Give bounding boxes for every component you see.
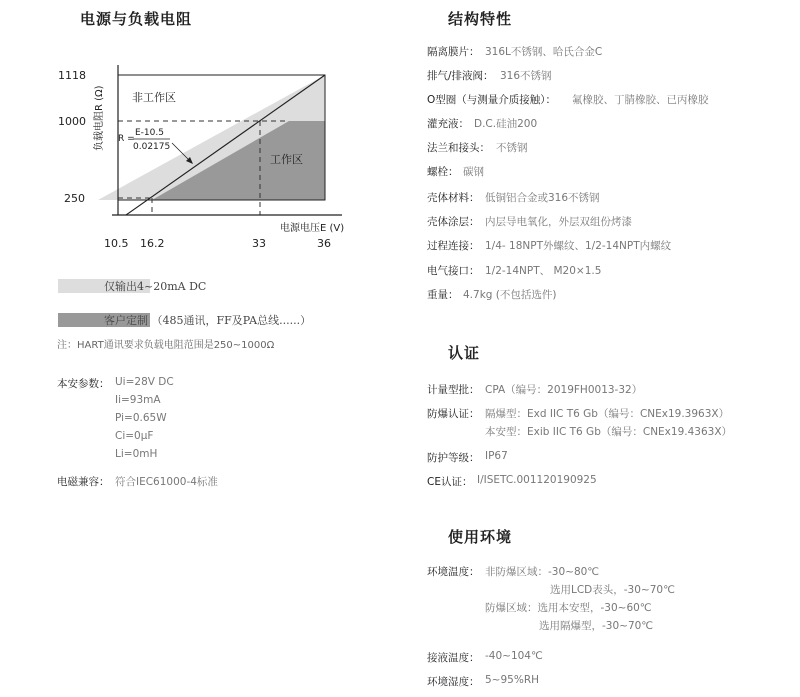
safety-value-li: Li=0mH: [115, 448, 158, 460]
cert-title: 认证: [448, 344, 481, 362]
safety-params-label: 本安参数：: [57, 378, 110, 390]
safety-value-ci: Ci=0μF: [115, 430, 154, 442]
structure-label-coating: 壳体涂层：: [427, 216, 480, 228]
x-tick-33: 33: [252, 237, 266, 250]
cert-label-metrology: 计量型批：: [427, 384, 480, 396]
y-tick-250: 250: [64, 192, 85, 205]
emc-value: 符合IEC61000-4标准: [115, 476, 218, 488]
structure-title: 结构特性: [448, 10, 513, 28]
env-label-humidity: 环境湿度：: [427, 676, 480, 688]
hart-note: 注：HART通讯要求负载电阻范围是250~1000Ω: [57, 340, 275, 351]
x-axis-label: 电源电压E (V): [280, 223, 345, 234]
structure-value-oring: 氟橡胶、丁腈橡胶、已丙橡胶: [572, 94, 709, 106]
structure-label-process: 过程连接：: [427, 240, 480, 252]
cert-value-protection: IP67: [485, 450, 508, 462]
env-title: 使用环境: [448, 528, 513, 546]
cert-value-metrology: CPA（编号：2019FH0013-32）: [485, 384, 643, 396]
env-label-temp: 环境温度：: [427, 566, 480, 578]
structure-label-diaphragm: 隔离膜片：: [427, 46, 480, 58]
env-label-liquid: 接液温度：: [427, 652, 480, 664]
env-value-humidity: 5~95%RH: [485, 674, 540, 686]
env-temp-line-2: 选用LCD表头，-30~70℃: [550, 584, 675, 596]
env-temp-line-3: 防爆区域：选用本安型，-30~60℃: [485, 602, 652, 614]
structure-value-weight: 4.7kg (不包括选件): [463, 289, 557, 301]
legend-label-dark: 客户定制 （485通讯，FF及PA总线......）: [104, 314, 312, 327]
structure-value-electrical: 1/2-14NPT、 M20×1.5: [485, 265, 602, 277]
structure-value-vent: 316不锈钢: [500, 70, 552, 82]
structure-label-weight: 重量：: [427, 289, 459, 301]
structure-value-flange: 不锈钢: [496, 142, 528, 154]
structure-label-oring: O型圈（与测量介质接触）：: [427, 94, 557, 106]
structure-value-fill: D.C.硅油200: [474, 118, 538, 130]
formula-denominator: 0.02175: [133, 142, 171, 152]
formula-lhs: R =: [118, 134, 135, 144]
safety-value-pi: Pi=0.65W: [115, 412, 167, 424]
cert-value-intrinsic: 本安型：Exib IIC T6 Gb（编号：CNEx19.4363X）: [485, 426, 733, 438]
cert-label-ce: CE认证：: [427, 476, 473, 488]
y-axis-label: 负载电阻R (Ω): [94, 85, 105, 151]
structure-value-diaphragm: 316L不锈钢、哈氏合金C: [485, 46, 603, 58]
structure-label-flange: 法兰和接头：: [427, 142, 490, 154]
structure-label-bolt: 螺栓：: [427, 166, 459, 178]
structure-label-fill: 灌充液：: [427, 118, 469, 130]
structure-label-vent: 排气/排液阀：: [427, 70, 494, 82]
cert-label-protection: 防护等级：: [427, 452, 480, 464]
y-tick-1000: 1000: [58, 115, 86, 128]
cert-value-ce: I/ISETC.001120190925: [477, 474, 597, 486]
cert-label-explosion: 防爆认证：: [427, 408, 480, 420]
safety-value-ii: Ii=93mA: [115, 394, 161, 406]
emc-label: 电磁兼容：: [57, 476, 110, 488]
env-temp-line-4: 选用隔爆型，-30~70℃: [539, 620, 654, 632]
legend-label-light: 仅输出4~20mA DC: [104, 280, 207, 293]
formula-numerator: E-10.5: [135, 128, 164, 138]
working-label: 工作区: [270, 153, 303, 166]
structure-label-housing: 壳体材料：: [427, 192, 480, 204]
structure-label-electrical: 电气接口：: [427, 265, 480, 277]
structure-value-housing: 低铜铝合金或316不锈钢: [485, 192, 600, 204]
x-tick-10-5: 10.5: [104, 237, 129, 250]
structure-value-coating: 内层导电氧化，外层双组份烤漆: [485, 216, 632, 228]
power-load-title: 电源与负载电阻: [80, 10, 193, 28]
power-load-chart: [52, 55, 362, 255]
env-value-liquid: -40~104℃: [485, 650, 543, 662]
structure-value-process: 1/4- 18NPT外螺纹、1/2-14NPT内螺纹: [485, 240, 672, 252]
non-working-label: 非工作区: [132, 91, 176, 104]
structure-value-bolt: 碳钢: [463, 166, 484, 178]
x-tick-36: 36: [317, 237, 331, 250]
cert-value-explosion-proof: 隔爆型：Exd IIC T6 Gb（编号：CNEx19.3963X）: [485, 408, 730, 420]
x-tick-16-2: 16.2: [140, 237, 165, 250]
safety-value-ui: Ui=28V DC: [115, 376, 174, 388]
env-temp-line-1: 非防爆区域：-30~80℃: [485, 566, 600, 578]
y-tick-1118: 1118: [58, 69, 86, 82]
